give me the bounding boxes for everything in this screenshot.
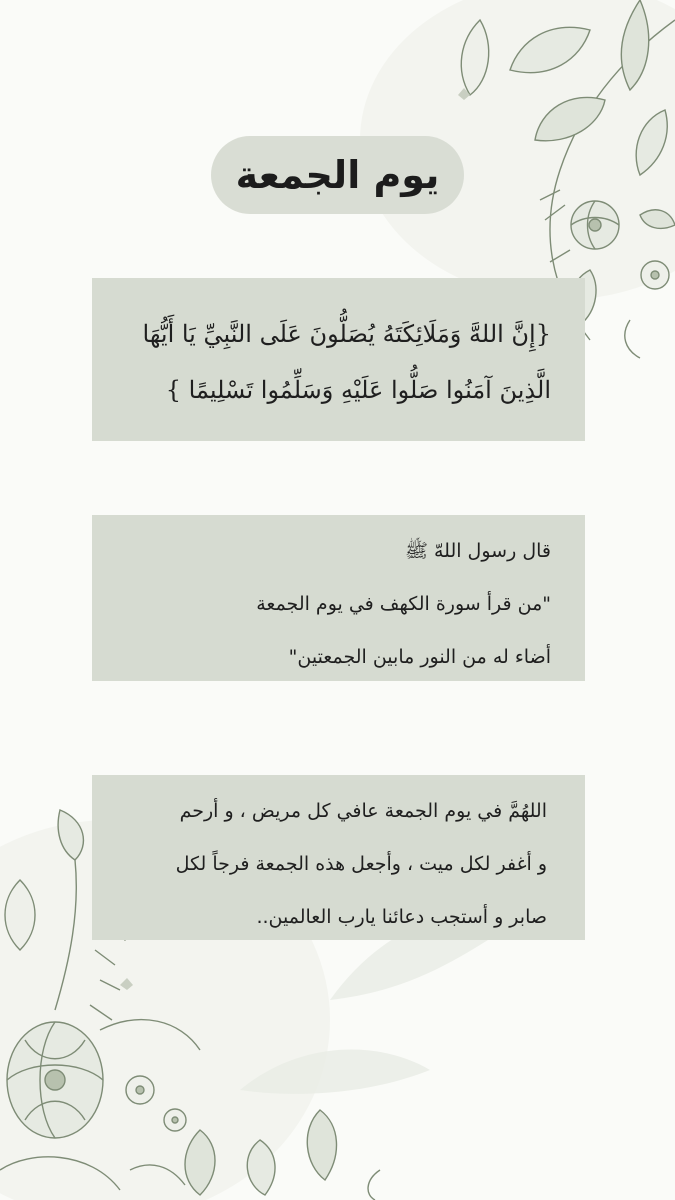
page-title: يوم الجمعة	[235, 153, 440, 197]
verse-line: {إِنَّ اللهَّ وَمَلَائِكَتَهُ يُصَلُّونَ عَلَى النَّبِيِّ يَا أَيُّهَا	[142, 320, 551, 348]
hadith-card	[92, 515, 585, 681]
dua-line: و أغفر لكل ميت ، وأجعل هذه الجمعة فرجاً لكل	[175, 853, 547, 875]
verse-card	[92, 278, 585, 441]
hadith-line: "من قرأ سورة الكهف في يوم الجمعة	[256, 593, 551, 615]
dua-line: صابر و أستجب دعائنا يارب العالمين..	[256, 906, 547, 928]
dua-line: اللهُمَّ في يوم الجمعة عافي كل مريض ، و أرحم	[179, 800, 547, 822]
dua-card	[92, 775, 585, 940]
title-pill	[211, 136, 464, 214]
hadith-line: قال رسول اللهّ ﷺ	[404, 540, 551, 562]
hadith-line: أضاء له من النور مابين الجمعتين"	[288, 646, 551, 668]
verse-line: الَّذِينَ آمَنُوا صَلُّوا عَلَيْهِ وَسَلِّمُوا تَسْلِيمًا }	[165, 376, 551, 404]
